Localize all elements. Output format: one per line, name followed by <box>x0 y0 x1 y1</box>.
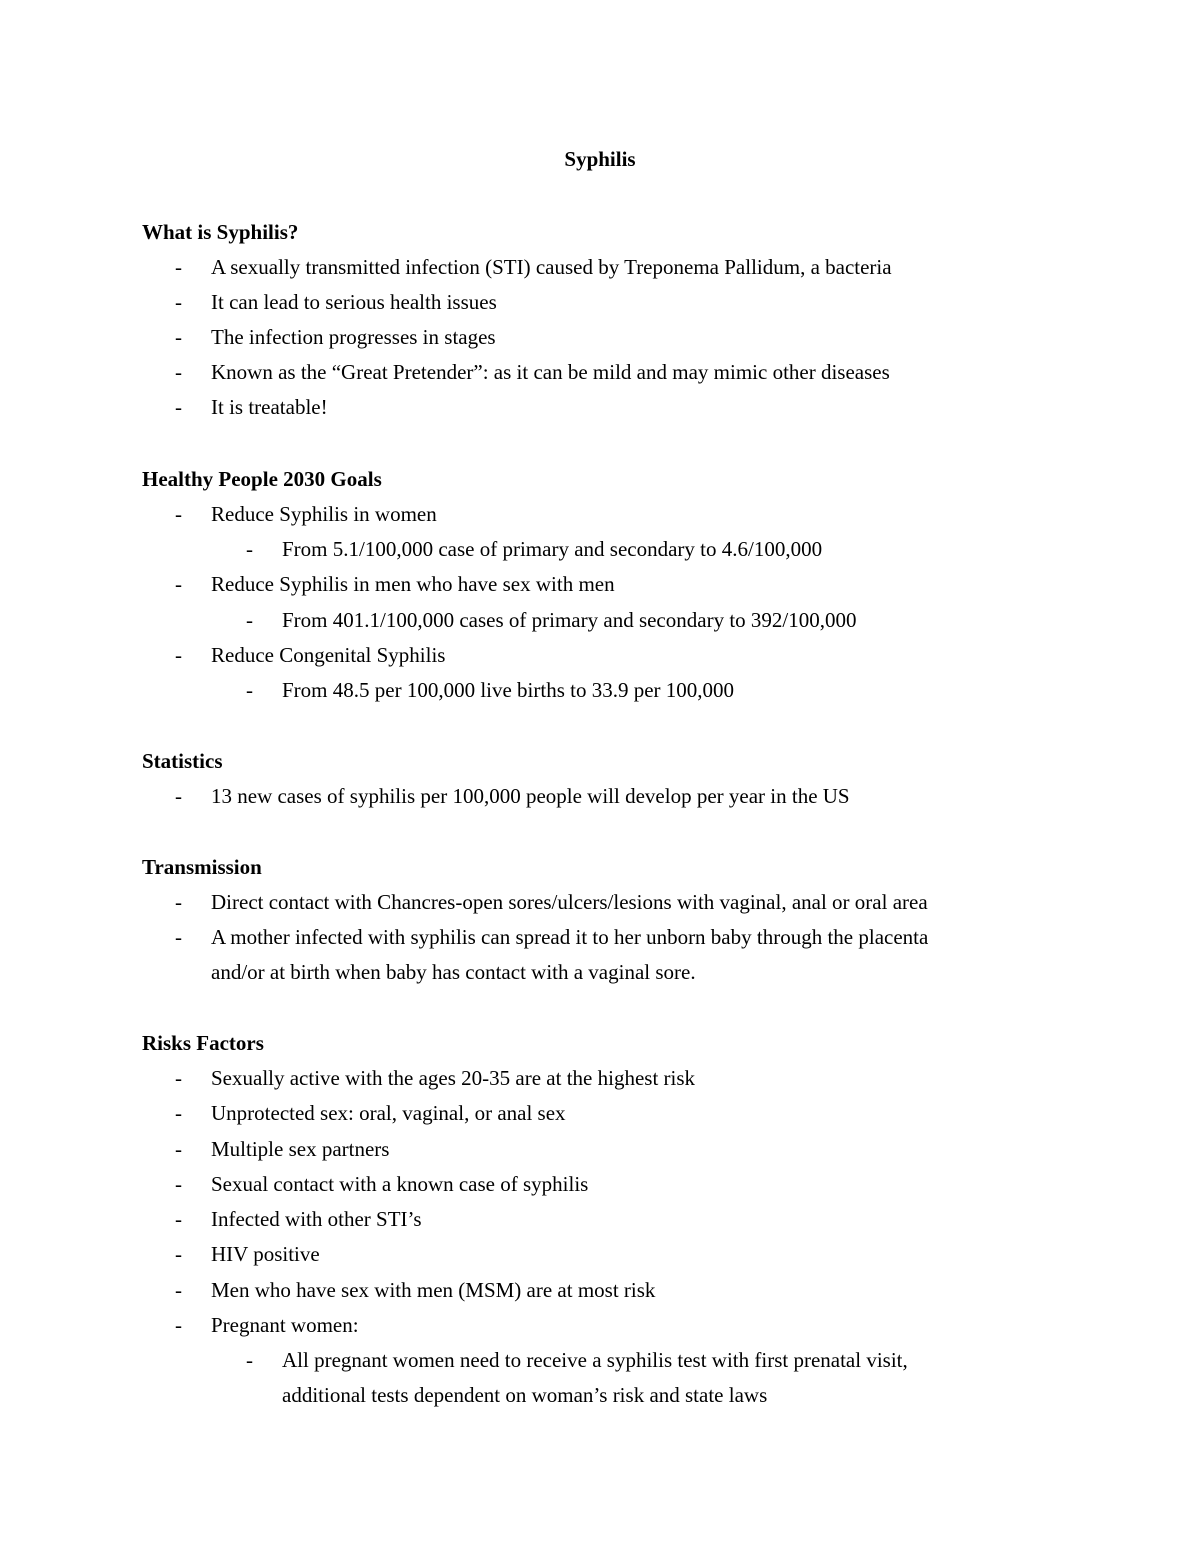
bullet-dash: - <box>175 1242 182 1266</box>
bullet-dash: - <box>246 537 253 561</box>
list-item-text: It is treatable! <box>211 395 328 419</box>
list-item-text: Pregnant women: <box>211 1313 359 1337</box>
bullet-dash: - <box>175 1207 182 1231</box>
list-item-text: Reduce Syphilis in men who have sex with men <box>211 572 615 596</box>
bullet-dash: - <box>246 678 253 702</box>
bullet-dash: - <box>175 502 182 526</box>
bullet-dash: - <box>175 1101 182 1125</box>
bullet-dash: - <box>175 1278 182 1302</box>
list-item-text: Reduce Congenital Syphilis <box>211 643 446 667</box>
bullet-dash: - <box>175 360 182 384</box>
list-item-text: It can lead to serious health issues <box>211 290 497 314</box>
bullet-dash: - <box>175 255 182 279</box>
list-item-text: Unprotected sex: oral, vaginal, or anal sex <box>211 1101 566 1125</box>
list-item-text: HIV positive <box>211 1242 320 1266</box>
list-item-text: A mother infected with syphilis can spread it to her unborn baby through the placenta <box>211 925 929 949</box>
section-heading-risk-factors: Risks Factors <box>142 1031 264 1055</box>
list-item-text: The infection progresses in stages <box>211 325 496 349</box>
bullet-dash: - <box>175 890 182 914</box>
list-item-text: Direct contact with Chancres-open sores/ulcers/lesions with vaginal, anal or oral area <box>211 890 928 914</box>
list-item-text: From 5.1/100,000 case of primary and secondary to 4.6/100,000 <box>282 537 823 561</box>
list-item-text: Infected with other STI’s <box>211 1207 422 1231</box>
list-item-text: and/or at birth when baby has contact with a vaginal sore. <box>211 960 696 984</box>
section-heading-goals: Healthy People 2030 Goals <box>142 467 382 491</box>
bullet-dash: - <box>175 325 182 349</box>
list-item-text: additional tests dependent on woman’s risk and state laws <box>282 1383 768 1407</box>
list-item-text: 13 new cases of syphilis per 100,000 people will develop per year in the US <box>211 784 850 808</box>
bullet-dash: - <box>175 1137 182 1161</box>
list-item-text: Known as the “Great Pretender”: as it can be mild and may mimic other diseases <box>211 360 890 384</box>
bullet-dash: - <box>175 1172 182 1196</box>
section-heading-transmission: Transmission <box>142 855 262 879</box>
bullet-dash: - <box>175 395 182 419</box>
list-item-text: Men who have sex with men (MSM) are at most risk <box>211 1278 656 1302</box>
list-item-text: From 48.5 per 100,000 live births to 33.9 per 100,000 <box>282 678 735 702</box>
document-title: Syphilis <box>564 147 636 171</box>
bullet-dash: - <box>175 1313 182 1337</box>
bullet-dash: - <box>246 1348 253 1372</box>
bullet-dash: - <box>175 784 182 808</box>
list-item-text: Sexual contact with a known case of syphilis <box>211 1172 589 1196</box>
bullet-dash: - <box>175 290 182 314</box>
list-item-text: Sexually active with the ages 20-35 are at the highest risk <box>211 1066 696 1090</box>
list-item-text: A sexually transmitted infection (STI) caused by Treponema Pallidum, a bacteria <box>211 255 892 279</box>
list-item-text: All pregnant women need to receive a syphilis test with first prenatal visit, <box>282 1348 908 1372</box>
section-heading-what-is: What is Syphilis? <box>142 220 299 244</box>
bullet-dash: - <box>175 643 182 667</box>
list-item-text: Multiple sex partners <box>211 1137 390 1161</box>
bullet-dash: - <box>246 608 253 632</box>
list-item-text: Reduce Syphilis in women <box>211 502 437 526</box>
bullet-dash: - <box>175 925 182 949</box>
list-item-text: From 401.1/100,000 cases of primary and secondary to 392/100,000 <box>282 608 857 632</box>
bullet-dash: - <box>175 572 182 596</box>
bullet-dash: - <box>175 1066 182 1090</box>
section-heading-statistics: Statistics <box>142 749 223 773</box>
